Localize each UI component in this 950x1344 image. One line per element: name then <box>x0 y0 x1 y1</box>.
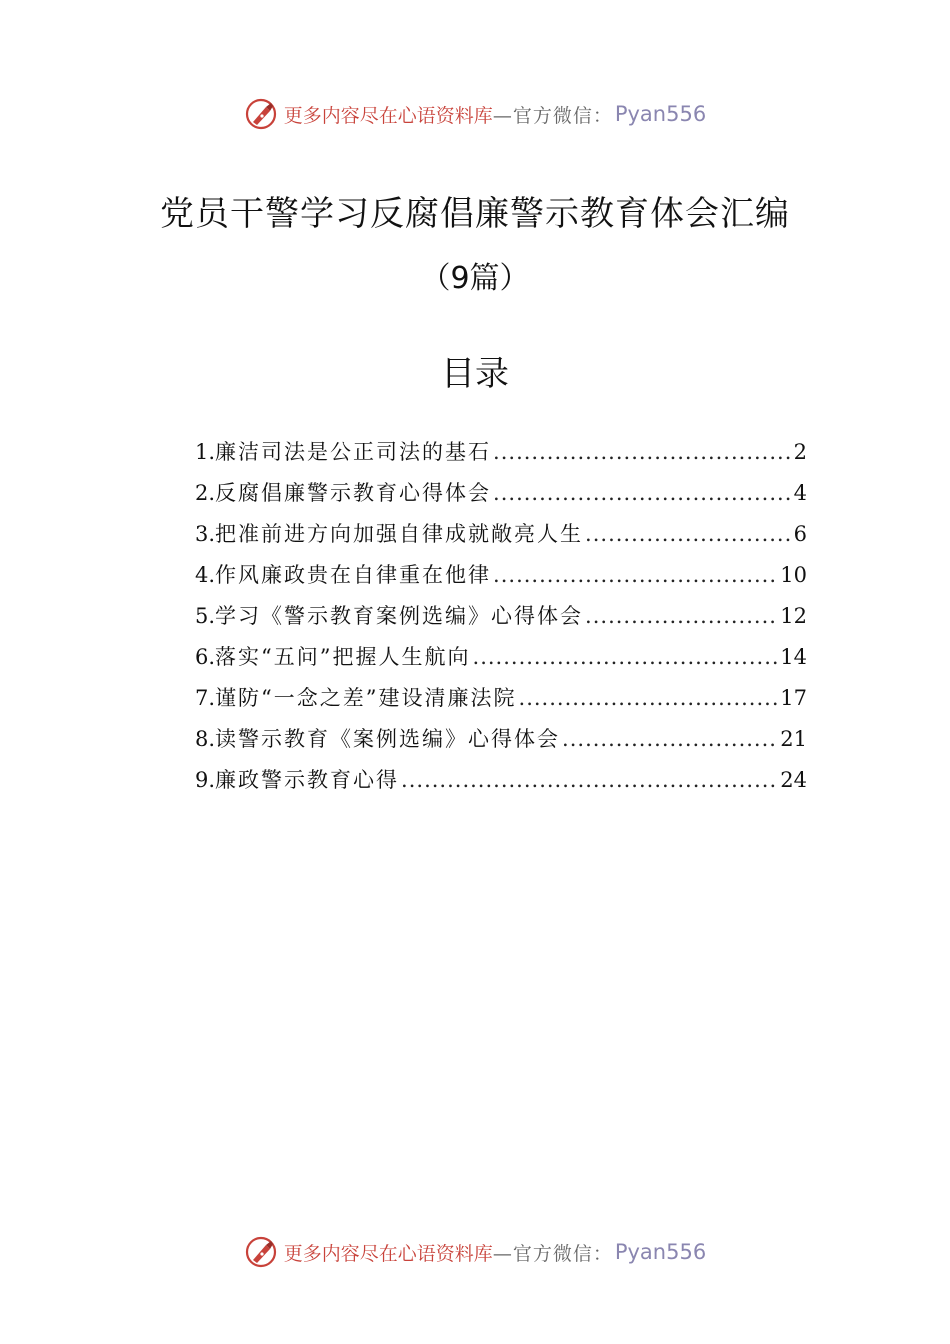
toc-entry[interactable] <box>195 559 807 600</box>
toc-leader-dots <box>493 563 778 587</box>
toc-entry[interactable] <box>195 764 807 805</box>
toc-entry-number: 6. <box>195 645 216 669</box>
toc-entry[interactable] <box>195 518 807 559</box>
banner-wechat-label: —官方微信： <box>492 1242 613 1265</box>
header-banner <box>0 94 950 134</box>
toc-leader-dots <box>585 522 792 546</box>
toc-entry-page: 21 <box>780 727 807 751</box>
toc-entry-number: 9. <box>195 768 216 792</box>
toc-entry-title: 落实“五问”把握人生航向 <box>215 645 471 669</box>
footer-banner <box>0 1232 950 1272</box>
toc-entry-number: 1. <box>195 440 216 464</box>
banner-wechat-id: Pyan556 <box>614 1240 707 1264</box>
toc-entry[interactable] <box>195 477 807 518</box>
toc-entry-title: 反腐倡廉警示教育心得体会 <box>215 481 492 505</box>
toc-leader-dots <box>519 686 779 710</box>
toc-entry-number: 4. <box>195 563 216 587</box>
banner-brand-text: 更多内容尽在心语资料库 <box>283 104 493 127</box>
toc-entry-page: 24 <box>780 768 807 792</box>
toc-entry-title: 廉洁司法是公正司法的基石 <box>215 440 492 464</box>
toc-entry-number: 3. <box>195 522 216 546</box>
document-title: 党员干警学习反腐倡廉警示教育体会汇编 <box>160 194 790 234</box>
toc-entry[interactable] <box>195 723 807 764</box>
toc-entry-title: 学习《警示教育案例选编》心得体会 <box>215 604 584 628</box>
table-of-contents <box>195 436 807 805</box>
toc-entry-number: 8. <box>195 727 216 751</box>
toc-entry-title: 谨防“一念之差”建设清廉法院 <box>215 686 517 710</box>
toc-heading: 目录 <box>441 354 509 394</box>
toc-entry-title: 廉政警示教育心得 <box>215 768 400 792</box>
toc-entry-page: 10 <box>780 563 807 587</box>
banner-wechat-label: —官方微信： <box>492 104 613 127</box>
toc-entry-page: 14 <box>780 645 807 669</box>
toc-leader-dots <box>493 440 792 464</box>
pen-nib-logo-icon <box>244 97 278 131</box>
toc-leader-dots <box>473 645 779 669</box>
toc-entry-number: 2. <box>195 481 216 505</box>
toc-entry[interactable] <box>195 641 807 682</box>
toc-leader-dots <box>562 727 778 751</box>
toc-entry-number: 7. <box>195 686 216 710</box>
toc-entry[interactable] <box>195 600 807 641</box>
toc-entry-page: 17 <box>780 686 807 710</box>
toc-entry-title: 作风廉政贵在自律重在他律 <box>215 563 492 587</box>
banner-wechat-id: Pyan556 <box>614 102 707 126</box>
banner-brand-text: 更多内容尽在心语资料库 <box>283 1242 493 1265</box>
toc-entry-page: 2 <box>793 440 807 464</box>
toc-leader-dots <box>493 481 792 505</box>
toc-entry-title: 读警示教育《案例选编》心得体会 <box>215 727 561 751</box>
pen-nib-logo-icon <box>244 1235 278 1269</box>
document-subtitle: （9篇） <box>420 261 530 296</box>
toc-entry-page: 12 <box>780 604 807 628</box>
toc-entry-page: 6 <box>793 522 807 546</box>
toc-entry-title: 把准前进方向加强自律成就敞亮人生 <box>215 522 584 546</box>
toc-leader-dots <box>401 768 778 792</box>
toc-entry[interactable] <box>195 436 807 477</box>
toc-entry[interactable] <box>195 682 807 723</box>
toc-entry-number: 5. <box>195 604 216 628</box>
toc-leader-dots <box>585 604 778 628</box>
toc-entry-page: 4 <box>793 481 807 505</box>
